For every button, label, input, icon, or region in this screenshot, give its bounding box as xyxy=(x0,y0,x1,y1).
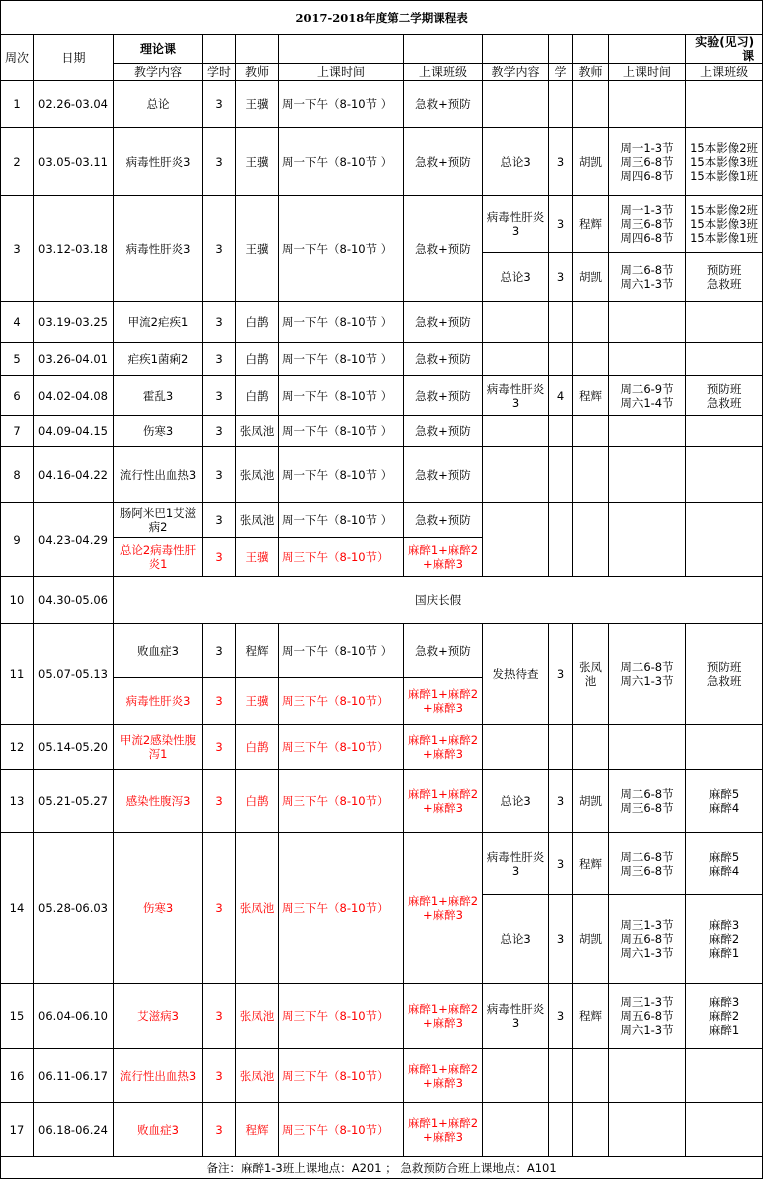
theory-hours: 3 xyxy=(203,503,236,538)
week-cell: 7 xyxy=(1,416,34,447)
theory-time: 周一下午（8-10节 ） xyxy=(279,343,404,376)
empty-cell xyxy=(483,302,549,343)
week-cell: 8 xyxy=(1,447,34,503)
lab-teacher: 胡凯 xyxy=(573,128,609,196)
theory-teacher: 王骥 xyxy=(236,81,279,128)
theory-teacher: 王骥 xyxy=(236,538,279,577)
theory-hours: 3 xyxy=(203,196,236,302)
week-cell: 17 xyxy=(1,1103,34,1157)
header-lab-hours: 学 xyxy=(549,64,573,81)
empty-cell xyxy=(609,343,686,376)
empty-cell xyxy=(609,81,686,128)
theory-hours: 3 xyxy=(203,1103,236,1157)
theory-teacher: 白鹊 xyxy=(236,302,279,343)
theory-teacher: 白鹊 xyxy=(236,376,279,416)
lab-content: 病毒性肝炎3 xyxy=(483,376,549,416)
theory-time: 周一下午（8-10节 ） xyxy=(279,128,404,196)
theory-teacher: 程辉 xyxy=(236,1103,279,1157)
date-cell: 05.14-05.20 xyxy=(34,725,114,770)
table-row xyxy=(1,447,763,503)
header-lab: 实验(见习)课 xyxy=(686,35,763,64)
date-cell: 03.12-03.18 xyxy=(34,196,114,302)
date-cell: 06.11-06.17 xyxy=(34,1049,114,1103)
theory-classes: 急救+预防 xyxy=(404,624,483,678)
header-hours: 学时 xyxy=(203,64,236,81)
lab-hours: 3 xyxy=(549,984,573,1049)
theory-content: 甲流2疟疾1 xyxy=(114,302,203,343)
theory-hours: 3 xyxy=(203,376,236,416)
theory-content: 败血症3 xyxy=(114,624,203,678)
theory-content: 流行性出血热3 xyxy=(114,1049,203,1103)
lab-classes: 15本影像2班 15本影像3班 15本影像1班 xyxy=(686,128,763,196)
empty-cell xyxy=(573,416,609,447)
footnote: 备注：麻醉1-3班上课地点：A201 ； 急救预防合班上课地点：A101 xyxy=(1,1157,763,1179)
header-lab-teacher: 教师 xyxy=(573,64,609,81)
theory-hours: 3 xyxy=(203,624,236,678)
theory-time: 周三下午（8-10节） xyxy=(279,678,404,725)
page-title: 2017-2018年度第二学期课程表 xyxy=(1,1,763,35)
date-cell: 03.19-03.25 xyxy=(34,302,114,343)
table-row xyxy=(1,725,763,770)
table-row xyxy=(1,302,763,343)
theory-hours: 3 xyxy=(203,302,236,343)
empty-cell xyxy=(609,503,686,577)
theory-classes: 麻醉1+麻醉2+麻醉3 xyxy=(404,1049,483,1103)
theory-content: 病毒性肝炎3 xyxy=(114,196,203,302)
lab-classes: 预防班 急救班 xyxy=(686,624,763,725)
empty-cell xyxy=(573,343,609,376)
theory-classes: 急救+预防 xyxy=(404,447,483,503)
lab-hours: 3 xyxy=(549,895,573,984)
lab-hours: 3 xyxy=(549,624,573,725)
empty-cell xyxy=(549,725,573,770)
empty-cell xyxy=(549,302,573,343)
table-row xyxy=(1,833,763,895)
empty-cell xyxy=(483,1103,549,1157)
week-cell: 13 xyxy=(1,770,34,833)
theory-content: 总论2病毒性肝炎1 xyxy=(114,538,203,577)
empty-cell xyxy=(549,416,573,447)
theory-teacher: 张凤池 xyxy=(236,984,279,1049)
theory-teacher: 王骥 xyxy=(236,128,279,196)
theory-time: 周三下午（8-10节） xyxy=(279,833,404,984)
empty-cell xyxy=(549,343,573,376)
theory-content: 流行性出血热3 xyxy=(114,447,203,503)
theory-teacher: 张凤池 xyxy=(236,416,279,447)
theory-content: 病毒性肝炎3 xyxy=(114,128,203,196)
empty-cell xyxy=(686,725,763,770)
week-cell: 10 xyxy=(1,577,34,624)
lab-classes: 预防班 急救班 xyxy=(686,376,763,416)
lab-time: 周二6-8节 周三6-8节 xyxy=(609,833,686,895)
empty-cell xyxy=(549,1103,573,1157)
theory-time: 周三下午（8-10节） xyxy=(279,984,404,1049)
header-time: 上课时间 xyxy=(279,64,404,81)
lab-content: 总论3 xyxy=(483,895,549,984)
empty-cell xyxy=(686,416,763,447)
theory-classes: 急救+预防 xyxy=(404,376,483,416)
lab-classes: 麻醉5 麻醉4 xyxy=(686,770,763,833)
lab-classes: 麻醉3 麻醉2 麻醉1 xyxy=(686,895,763,984)
lab-hours: 3 xyxy=(549,253,573,302)
empty-cell xyxy=(549,1049,573,1103)
empty-cell xyxy=(609,725,686,770)
empty-cell xyxy=(573,725,609,770)
header-blank xyxy=(404,35,483,64)
week-cell: 15 xyxy=(1,984,34,1049)
empty-cell xyxy=(549,503,573,577)
table-row xyxy=(1,81,763,128)
theory-classes: 麻醉1+麻醉2+麻醉3 xyxy=(404,833,483,984)
week-cell: 3 xyxy=(1,196,34,302)
holiday-cell: 国庆长假 xyxy=(114,577,763,624)
theory-time: 周一下午（8-10节 ） xyxy=(279,376,404,416)
theory-hours: 3 xyxy=(203,678,236,725)
theory-hours: 3 xyxy=(203,538,236,577)
lab-teacher: 程辉 xyxy=(573,196,609,253)
lab-time: 周三1-3节 周五6-8节 周六1-3节 xyxy=(609,984,686,1049)
empty-cell xyxy=(686,1103,763,1157)
lab-time: 周一1-3节 周三6-8节 周四6-8节 xyxy=(609,128,686,196)
table-row xyxy=(1,1103,763,1157)
empty-cell xyxy=(609,447,686,503)
lab-content: 病毒性肝炎3 xyxy=(483,833,549,895)
header-blank xyxy=(483,35,549,64)
empty-cell xyxy=(483,447,549,503)
lab-content: 总论3 xyxy=(483,253,549,302)
empty-cell xyxy=(483,1049,549,1103)
theory-teacher: 程辉 xyxy=(236,624,279,678)
date-cell: 03.26-04.01 xyxy=(34,343,114,376)
theory-time: 周一下午（8-10节 ） xyxy=(279,624,404,678)
lab-teacher: 胡凯 xyxy=(573,895,609,984)
table-row xyxy=(1,376,763,416)
theory-time: 周一下午（8-10节 ） xyxy=(279,447,404,503)
theory-classes: 急救+预防 xyxy=(404,302,483,343)
header-classes: 上课班级 xyxy=(404,64,483,81)
theory-teacher: 张凤池 xyxy=(236,833,279,984)
header-lab-content: 教学内容 xyxy=(483,64,549,81)
table-row xyxy=(1,624,763,678)
lab-teacher: 胡凯 xyxy=(573,770,609,833)
theory-classes: 麻醉1+麻醉2+麻醉3 xyxy=(404,770,483,833)
lab-hours: 3 xyxy=(549,128,573,196)
date-cell: 02.26-03.04 xyxy=(34,81,114,128)
empty-cell xyxy=(686,447,763,503)
theory-classes: 急救+预防 xyxy=(404,81,483,128)
header-blank xyxy=(609,35,686,64)
theory-teacher: 张凤池 xyxy=(236,503,279,538)
theory-time: 周一下午（8-10节 ） xyxy=(279,196,404,302)
table-row xyxy=(1,770,763,833)
empty-cell xyxy=(573,503,609,577)
theory-teacher: 白鹊 xyxy=(236,725,279,770)
empty-cell xyxy=(573,81,609,128)
header-content: 教学内容 xyxy=(114,64,203,81)
date-cell: 05.07-05.13 xyxy=(34,624,114,725)
week-cell: 6 xyxy=(1,376,34,416)
theory-classes: 麻醉1+麻醉2+麻醉3 xyxy=(404,538,483,577)
lab-classes: 麻醉3 麻醉2 麻醉1 xyxy=(686,984,763,1049)
theory-content: 伤寒3 xyxy=(114,416,203,447)
theory-time: 周一下午（8-10节 ） xyxy=(279,416,404,447)
empty-cell xyxy=(549,81,573,128)
date-cell: 04.23-04.29 xyxy=(34,503,114,577)
date-cell: 05.28-06.03 xyxy=(34,833,114,984)
lab-hours: 3 xyxy=(549,196,573,253)
theory-time: 周三下午（8-10节） xyxy=(279,538,404,577)
theory-teacher: 白鹊 xyxy=(236,343,279,376)
table-row xyxy=(1,128,763,196)
empty-cell xyxy=(483,503,549,577)
theory-content: 霍乱3 xyxy=(114,376,203,416)
theory-content: 病毒性肝炎3 xyxy=(114,678,203,725)
empty-cell xyxy=(573,1049,609,1103)
week-cell: 9 xyxy=(1,503,34,577)
date-cell: 05.21-05.27 xyxy=(34,770,114,833)
theory-hours: 3 xyxy=(203,81,236,128)
theory-classes: 急救+预防 xyxy=(404,343,483,376)
theory-hours: 3 xyxy=(203,984,236,1049)
theory-classes: 麻醉1+麻醉2+麻醉3 xyxy=(404,1103,483,1157)
theory-hours: 3 xyxy=(203,1049,236,1103)
header-blank xyxy=(549,35,573,64)
lab-hours: 3 xyxy=(549,833,573,895)
header-blank xyxy=(236,35,279,64)
week-cell: 14 xyxy=(1,833,34,984)
theory-content: 伤寒3 xyxy=(114,833,203,984)
empty-cell xyxy=(483,343,549,376)
table-row xyxy=(1,196,763,253)
theory-hours: 3 xyxy=(203,770,236,833)
theory-time: 周三下午（8-10节） xyxy=(279,1103,404,1157)
header-blank xyxy=(203,35,236,64)
lab-time: 周一1-3节 周三6-8节 周四6-8节 xyxy=(609,196,686,253)
theory-content: 感染性腹泻3 xyxy=(114,770,203,833)
lab-teacher: 张凤池 xyxy=(573,624,609,725)
empty-cell xyxy=(483,416,549,447)
theory-time: 周三下午（8-10节） xyxy=(279,725,404,770)
lab-classes: 麻醉5 麻醉4 xyxy=(686,833,763,895)
empty-cell xyxy=(686,302,763,343)
lab-content: 总论3 xyxy=(483,128,549,196)
header-blank xyxy=(279,35,404,64)
lab-time: 周二6-8节 周三6-8节 xyxy=(609,770,686,833)
theory-teacher: 白鹊 xyxy=(236,770,279,833)
lab-hours: 3 xyxy=(549,770,573,833)
lab-classes: 预防班 急救班 xyxy=(686,253,763,302)
empty-cell xyxy=(686,343,763,376)
lab-time: 周二6-9节 周六1-4节 xyxy=(609,376,686,416)
theory-time: 周一下午（8-10节 ） xyxy=(279,503,404,538)
theory-time: 周三下午（8-10节） xyxy=(279,770,404,833)
empty-cell xyxy=(483,81,549,128)
table-row xyxy=(1,1049,763,1103)
theory-time: 周一下午（8-10节 ） xyxy=(279,302,404,343)
theory-content: 肠阿米巴1艾滋病2 xyxy=(114,503,203,538)
theory-hours: 3 xyxy=(203,416,236,447)
lab-classes: 15本影像2班 15本影像3班 15本影像1班 xyxy=(686,196,763,253)
header-teacher: 教师 xyxy=(236,64,279,81)
empty-cell xyxy=(549,447,573,503)
theory-classes: 急救+预防 xyxy=(404,128,483,196)
theory-time: 周三下午（8-10节） xyxy=(279,1049,404,1103)
header-blank xyxy=(573,35,609,64)
empty-cell xyxy=(609,1049,686,1103)
lab-time: 周三1-3节 周五6-8节 周六1-3节 xyxy=(609,895,686,984)
empty-cell xyxy=(609,1103,686,1157)
empty-cell xyxy=(609,302,686,343)
theory-classes: 麻醉1+麻醉2+麻醉3 xyxy=(404,678,483,725)
date-cell: 06.04-06.10 xyxy=(34,984,114,1049)
lab-teacher: 胡凯 xyxy=(573,253,609,302)
week-cell: 5 xyxy=(1,343,34,376)
theory-content: 甲流2感染性腹泻1 xyxy=(114,725,203,770)
theory-classes: 急救+预防 xyxy=(404,503,483,538)
theory-content: 败血症3 xyxy=(114,1103,203,1157)
empty-cell xyxy=(573,1103,609,1157)
theory-content: 总论 xyxy=(114,81,203,128)
theory-content: 艾滋病3 xyxy=(114,984,203,1049)
empty-cell xyxy=(483,725,549,770)
date-cell: 04.02-04.08 xyxy=(34,376,114,416)
date-cell: 04.09-04.15 xyxy=(34,416,114,447)
lab-content: 总论3 xyxy=(483,770,549,833)
date-cell: 04.30-05.06 xyxy=(34,577,114,624)
theory-hours: 3 xyxy=(203,725,236,770)
theory-hours: 3 xyxy=(203,447,236,503)
table-row xyxy=(1,416,763,447)
empty-cell xyxy=(573,302,609,343)
theory-time: 周一下午（8-10节 ） xyxy=(279,81,404,128)
week-cell: 12 xyxy=(1,725,34,770)
theory-teacher: 王骥 xyxy=(236,678,279,725)
lab-content: 病毒性肝炎3 xyxy=(483,196,549,253)
table-row xyxy=(1,503,763,538)
theory-classes: 麻醉1+麻醉2+麻醉3 xyxy=(404,725,483,770)
lab-hours: 4 xyxy=(549,376,573,416)
empty-cell xyxy=(573,447,609,503)
theory-classes: 急救+预防 xyxy=(404,416,483,447)
week-cell: 4 xyxy=(1,302,34,343)
theory-classes: 急救+预防 xyxy=(404,196,483,302)
week-cell: 16 xyxy=(1,1049,34,1103)
lab-content: 发热待查 xyxy=(483,624,549,725)
lab-teacher: 程辉 xyxy=(573,376,609,416)
date-cell: 06.18-06.24 xyxy=(34,1103,114,1157)
header-lab-classes: 上课班级 xyxy=(686,64,763,81)
header-date: 日期 xyxy=(34,35,114,81)
theory-teacher: 王骥 xyxy=(236,196,279,302)
week-cell: 2 xyxy=(1,128,34,196)
theory-hours: 3 xyxy=(203,833,236,984)
header-week: 周次 xyxy=(1,35,34,81)
lab-time: 周二6-8节 周六1-3节 xyxy=(609,624,686,725)
theory-teacher: 张凤池 xyxy=(236,447,279,503)
lab-teacher: 程辉 xyxy=(573,833,609,895)
week-cell: 11 xyxy=(1,624,34,725)
theory-classes: 麻醉1+麻醉2+麻醉3 xyxy=(404,984,483,1049)
theory-hours: 3 xyxy=(203,343,236,376)
lab-time: 周二6-8节 周六1-3节 xyxy=(609,253,686,302)
date-cell: 04.16-04.22 xyxy=(34,447,114,503)
lab-teacher: 程辉 xyxy=(573,984,609,1049)
empty-cell xyxy=(686,503,763,577)
lab-content: 病毒性肝炎3 xyxy=(483,984,549,1049)
table-row xyxy=(1,343,763,376)
empty-cell xyxy=(686,81,763,128)
theory-content: 疟疾1菌痢2 xyxy=(114,343,203,376)
empty-cell xyxy=(686,1049,763,1103)
theory-hours: 3 xyxy=(203,128,236,196)
empty-cell xyxy=(609,416,686,447)
header-theory: 理论课 xyxy=(114,35,203,64)
theory-teacher: 张凤池 xyxy=(236,1049,279,1103)
table-row xyxy=(1,984,763,1049)
date-cell: 03.05-03.11 xyxy=(34,128,114,196)
week-cell: 1 xyxy=(1,81,34,128)
header-lab-time: 上课时间 xyxy=(609,64,686,81)
